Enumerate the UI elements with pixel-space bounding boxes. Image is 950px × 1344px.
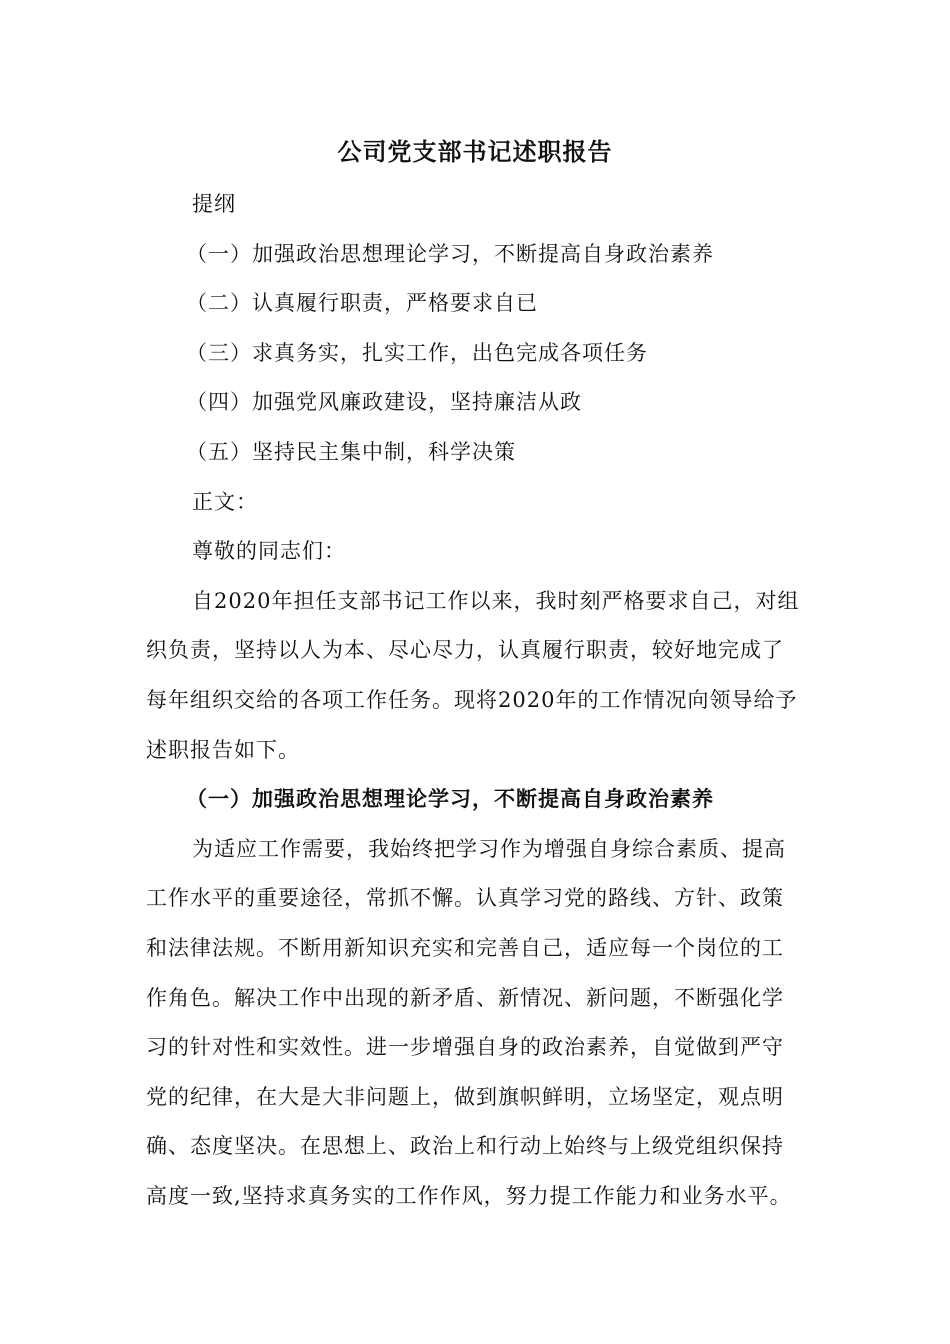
section-1-line-3: 和法律法规。不断用新知识充实和完善自己，适应每一个岗位的工 (146, 935, 784, 960)
document-body (146, 180, 806, 1221)
section-1-line-6: 党的纪律，在大是大非问题上，做到旗帜鲜明，立场坚定，观点明 (146, 1084, 784, 1109)
intro-line-1: 自2020年担任支部书记工作以来，我时刻严格要求自己，对组 (192, 588, 800, 613)
outline-item-3: （三）求真务实，扎实工作，出色完成各项任务 (186, 340, 648, 365)
section-1-line-7: 确、态度坚决。在思想上、政治上和行动上始终与上级党组织保持 (146, 1134, 784, 1159)
document-title: 公司党支部书记述职报告 (337, 138, 613, 166)
outline-item-4: （四）加强党风廉政建设，坚持廉洁从政 (186, 390, 582, 415)
intro-line-4: 述职报告如下。 (146, 737, 300, 762)
section-1-line-5: 习的针对性和实效性。进一步增强自身的政治素养，自觉做到严守 (146, 1035, 784, 1060)
salutation: 尊敬的同志们： (192, 539, 346, 564)
section-1-line-4: 作角色。解决工作中出现的新矛盾、新情况、新问题，不断强化学 (146, 985, 784, 1010)
outline-label: 提纲 (192, 192, 236, 216)
body-label: 正文： (192, 489, 258, 514)
section-1-line-8: 高度一致,坚持求真务实的工作作风，努力提工作能力和业务水平。 (146, 1183, 792, 1208)
section-1-line-2: 工作水平的重要途径，常抓不懈。认真学习党的路线、方针、政策 (146, 886, 784, 911)
section-1-line-1: 为适应工作需要，我始终把学习作为增强自身综合素质、提高 (192, 836, 786, 861)
intro-line-3: 每年组织交给的各项工作任务。现将2020年的工作情况向领导给予 (146, 687, 798, 712)
outline-item-2: （二）认真履行职责，严格要求自已 (186, 291, 538, 316)
intro-line-2: 织负责，坚持以人为本、尽心尽力，认真履行职责，较好地完成了 (146, 638, 784, 663)
outline-item-1: （一）加强政治思想理论学习，不断提高自身政治素养 (186, 241, 714, 266)
outline-item-5: （五）坚持民主集中制，科学决策 (186, 439, 516, 464)
section-1-heading: （一）加强政治思想理论学习，不断提高自身政治素养 (186, 787, 714, 812)
